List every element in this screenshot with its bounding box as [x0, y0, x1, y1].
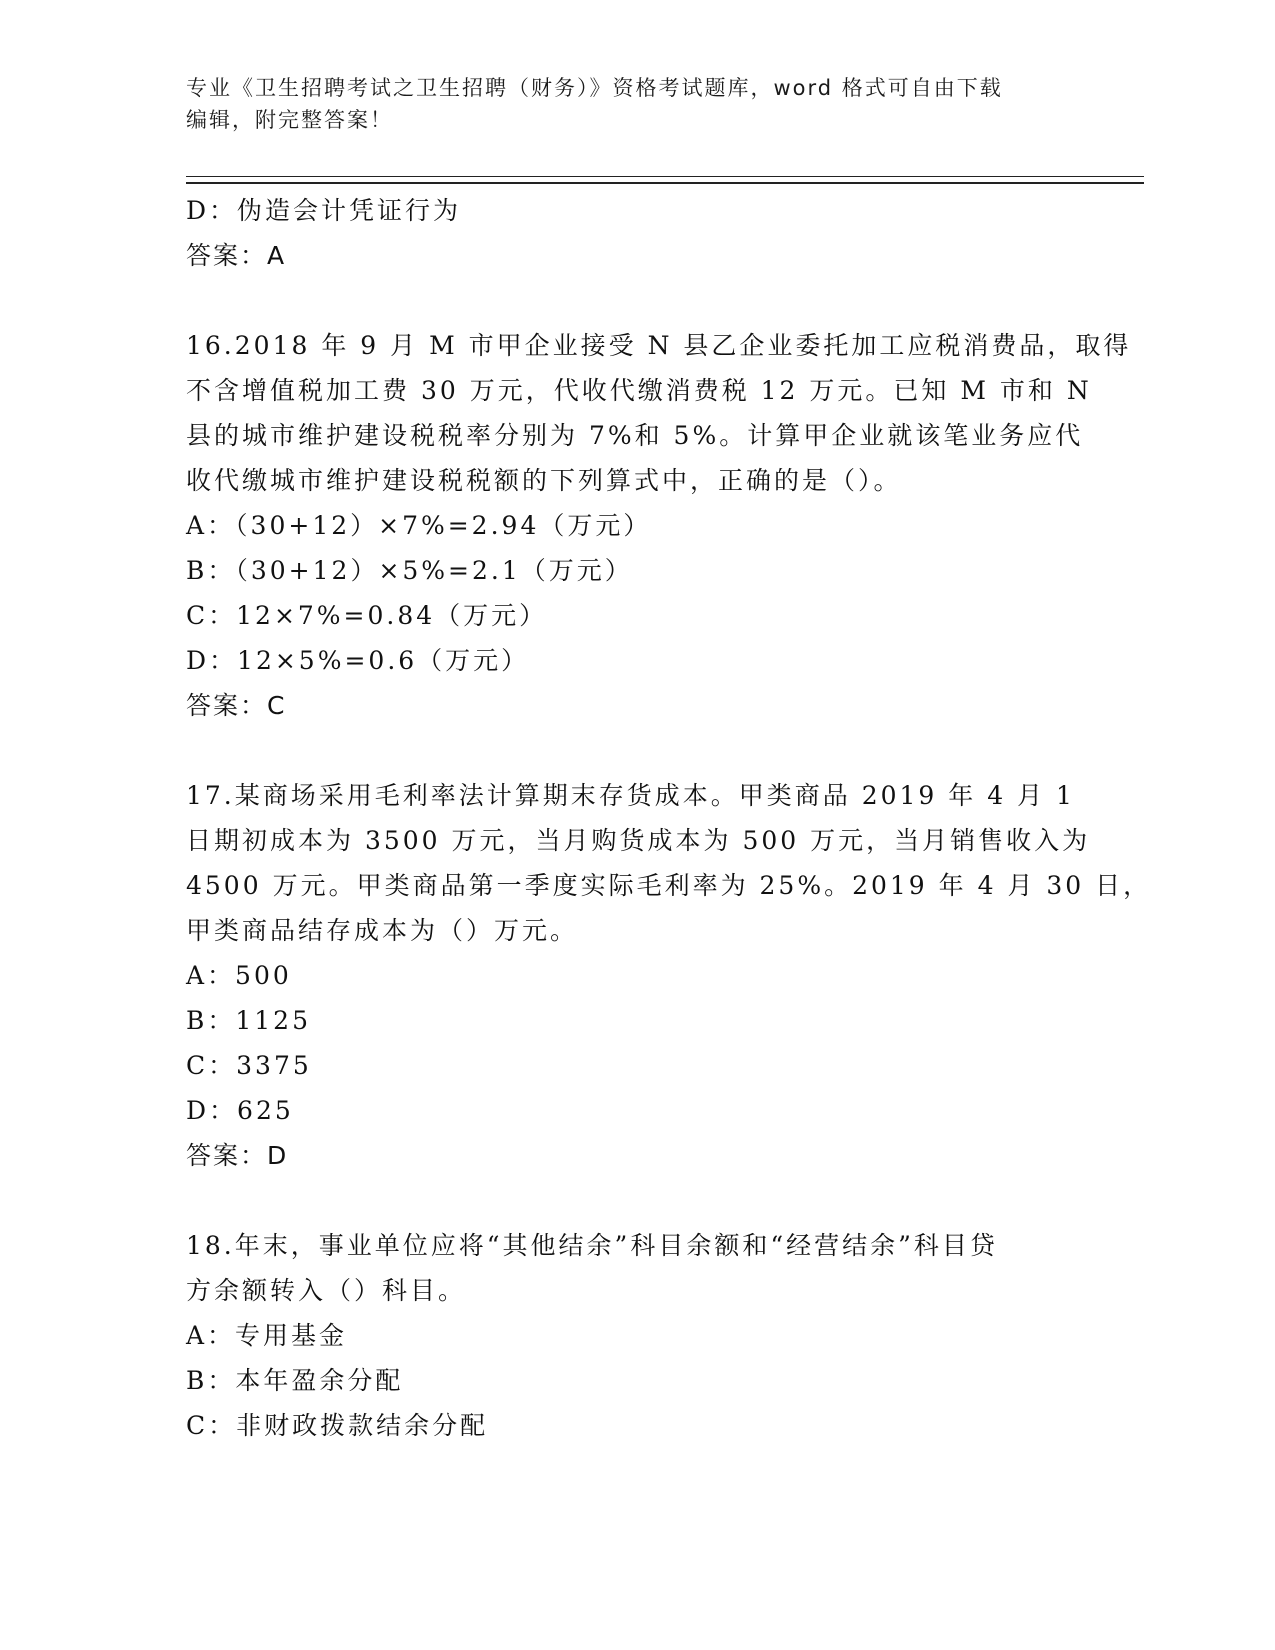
question-text-line: 县的城市维护建设税税率分别为 7%和 5%。计算甲企业就该笔业务应代	[186, 421, 1084, 450]
option-a: A：（30+12）×7%=2.94（万元）	[186, 511, 652, 540]
option-d: D：625	[186, 1096, 294, 1125]
question-text-line: 甲类商品结存成本为（）万元。	[186, 916, 579, 945]
header-rule-thin	[186, 176, 1144, 177]
question-text-line: 18.年末，事业单位应将“其他结余”科目余额和“经营结余”科目贷	[186, 1231, 998, 1260]
option-d: D：12×5%=0.6（万元）	[186, 646, 530, 675]
question-17	[186, 773, 1152, 1178]
option-b: B：（30+12）×5%=2.1（万元）	[186, 556, 633, 585]
question-text-line: 4500 万元。甲类商品第一季度实际毛利率为 25%。2019 年 4 月 30 日，	[186, 871, 1152, 900]
answer-line: 答案：D	[186, 1141, 289, 1170]
option-c: C：3375	[186, 1051, 312, 1080]
question-text-line: 收代缴城市维护建设税税额的下列算式中，正确的是（）。	[186, 466, 902, 495]
option-b: B：1125	[186, 1006, 311, 1035]
question-text-line: 16.2018 年 9 月 M 市甲企业接受 N 县乙企业委托加工应税消费品，取得	[186, 331, 1132, 360]
option-b: B：本年盈余分配	[186, 1366, 404, 1395]
spacer	[186, 728, 1086, 773]
document-body	[186, 188, 1152, 1448]
question-text-line: 不含增值税加工费 30 万元，代收代缴消费税 12 万元。已知 M 市和 N	[186, 376, 1092, 405]
header-rule-thick	[186, 182, 1144, 184]
header-line-1: 专业《卫生招聘考试之卫生招聘（财务）》资格考试题库，word 格式可自由下载	[186, 76, 1003, 100]
question-text-line: 方余额转入（）科目。	[186, 1276, 467, 1305]
question-text-line: 17.某商场采用毛利率法计算期末存货成本。甲类商品 2019 年 4 月 1	[186, 781, 1075, 810]
question-16	[186, 323, 1132, 728]
option-a: A：500	[186, 961, 292, 990]
answer-line: 答案：C	[186, 691, 287, 720]
page-header	[186, 72, 1086, 136]
question-text-line: 日期初成本为 3500 万元，当月购货成本为 500 万元，当月销售收入为	[186, 826, 1091, 855]
answer-line: 答案：A	[186, 241, 287, 270]
spacer	[186, 1178, 1086, 1223]
option-d: D：伪造会计凭证行为	[186, 196, 462, 225]
option-c: C：非财政拨款结余分配	[186, 1411, 489, 1440]
option-c: C：12×7%=0.84（万元）	[186, 601, 548, 630]
option-a: A：专用基金	[186, 1321, 348, 1350]
previous-question-tail	[186, 188, 1086, 278]
header-line-2: 编辑，附完整答案！	[186, 108, 393, 132]
spacer	[186, 278, 1086, 323]
question-18	[186, 1223, 1086, 1448]
